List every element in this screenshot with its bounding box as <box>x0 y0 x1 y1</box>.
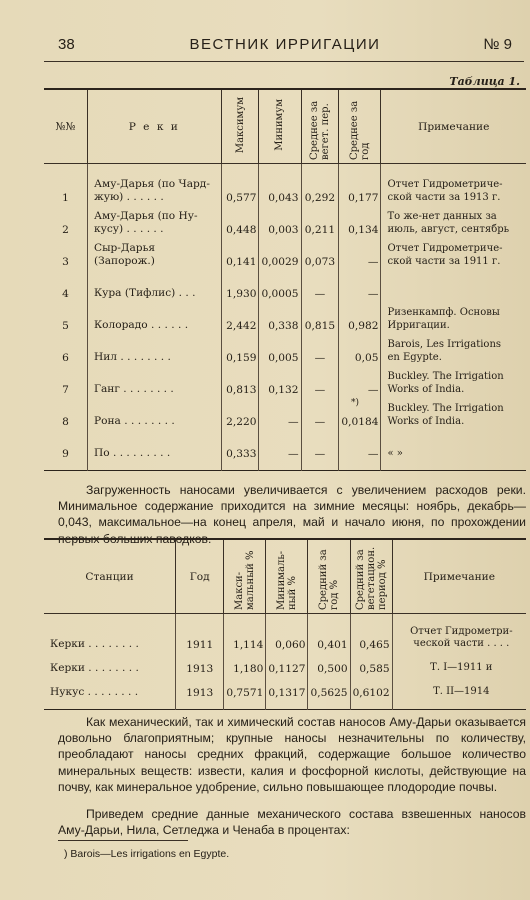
year-value: 1911 <box>176 614 224 654</box>
row-number: 7 <box>62 384 69 396</box>
river-name <box>87 332 221 364</box>
note-line: Works of India. <box>387 415 465 427</box>
row-number: 8 <box>62 416 69 428</box>
paragraph-sediment-load: Загруженность наносами увеличивается с увеличением расходов реки. Минимальное содержание приходится на зимние месяцы: ноябрь, декабрь—0,043, максимальное—на конец апреля, май и начало июня, по прохождении первых больших паводков. <box>58 483 526 546</box>
note-line: Отчет Гидрометриче- <box>387 243 503 254</box>
table-row <box>44 204 526 236</box>
note-line: « » <box>387 447 403 459</box>
river-name <box>87 428 221 460</box>
table-row <box>44 396 526 428</box>
spacer-row <box>44 702 526 710</box>
veg-avg-value: — <box>301 332 339 364</box>
note-line: Buckley. The Irrigation <box>387 403 504 414</box>
max-value: 0,813 <box>221 364 259 396</box>
table-row <box>44 364 526 396</box>
river-name-line: По . . . . . . . . . <box>93 447 171 459</box>
year-avg-value: — <box>339 268 381 300</box>
max-value: 0,141 <box>221 236 259 268</box>
table-row <box>44 428 526 460</box>
river-name <box>87 300 221 332</box>
avg-veg-pct-value: 0,6102 <box>350 678 392 702</box>
row-note <box>381 364 526 396</box>
min-value: 0,043 <box>259 164 301 205</box>
min-pct-value: 0,060 <box>266 614 308 654</box>
col-avg-year-pct: Средний за год % <box>318 549 341 610</box>
veg-avg-value: — <box>301 396 339 428</box>
note-line: Т. II—1914 <box>433 686 490 697</box>
min-value: 0,338 <box>259 300 301 332</box>
col-station: Станции <box>44 539 176 614</box>
paragraph-composition: Как механический, так и химический состав наносов Аму-Дарьи оказывается довольно благоприятным; крупные наносы незначительны по количеству, преобладают наносы средних фракций, содержащие большое количество минеральных веществ: извести, калия и фосфорной кислоты, действующие на почву, как минеральное удобрение, сильно повышающее плодородие почвы. <box>58 715 526 794</box>
avg-year-pct-value: 0,5625 <box>308 678 350 702</box>
row-number: 3 <box>62 256 69 268</box>
year-avg-value: — <box>339 364 381 396</box>
river-name-line: Аму-Дарья (по Чард- <box>93 178 210 190</box>
table-row <box>44 614 526 654</box>
avg-veg-pct-value: 0,585 <box>350 654 392 678</box>
year-avg-value: 0,0184 <box>339 396 381 428</box>
min-value: 0,0005 <box>259 268 301 300</box>
col-max-pct: Макси-мальный % <box>233 550 256 610</box>
station-name: Керки . . . . . . . . <box>50 661 139 674</box>
river-name-line: Ганг . . . . . . . . <box>93 383 174 395</box>
row-note <box>392 614 526 654</box>
note-line: Отчет Гидрометриче- <box>387 179 503 190</box>
river-name-line: Сыр-Дарья (Запорож.) <box>93 242 156 267</box>
year-avg-value: — <box>339 428 381 460</box>
note-line: июль, август, сентябрь <box>387 223 510 235</box>
row-note <box>381 204 526 236</box>
row-note <box>392 678 526 702</box>
min-pct-value: 0,1317 <box>266 678 308 702</box>
min-value: 0,005 <box>259 332 301 364</box>
river-name-line: Рона . . . . . . . . <box>93 415 175 427</box>
river-name <box>87 396 221 428</box>
station-name: Нукус . . . . . . . . <box>50 685 139 698</box>
river-name-line: Колорадо . . . . . . <box>93 319 189 331</box>
row-number: 2 <box>62 224 69 236</box>
river-name <box>87 236 221 268</box>
col-year: Год <box>176 539 224 614</box>
col-note: Примечание <box>381 89 526 164</box>
journal-title: ВЕСТНИК ИРРИГАЦИИ <box>189 36 381 53</box>
row-note <box>381 300 526 332</box>
footnote-rule <box>58 840 188 841</box>
col-note2: Примечание <box>392 539 526 614</box>
col-max: Максимум <box>234 96 246 154</box>
table-row <box>44 654 526 678</box>
year-avg-value: 0,177 <box>339 164 381 205</box>
max-pct-value: 0,7571 <box>224 678 266 702</box>
max-pct-value: 1,114 <box>224 614 266 654</box>
table-row <box>44 236 526 268</box>
row-note <box>381 164 526 205</box>
page-number: 38 <box>58 36 75 53</box>
col-avg-veg-pct: Средний за вегетацион. период % <box>354 546 388 610</box>
note-line: Barois, Les Irrigations <box>387 339 502 350</box>
table2-header-row <box>44 539 526 614</box>
note-line: То же-нет данных за <box>387 211 497 222</box>
row-note <box>381 428 526 460</box>
river-name-line: жую) . . . . . . <box>93 191 164 203</box>
avg-year-pct-value: 0,500 <box>308 654 350 678</box>
min-value: 0,132 <box>259 364 301 396</box>
veg-avg-value: 0,815 <box>301 300 339 332</box>
row-number: 1 <box>62 192 69 204</box>
col-veg-avg: Среднее за вегет. пер. <box>308 100 331 160</box>
max-value: 1,930 <box>221 268 259 300</box>
col-no: №№ <box>44 89 87 164</box>
col-min: Минимум <box>274 99 286 151</box>
max-value: 0,448 <box>221 204 259 236</box>
note-line: Т. I—1911 и <box>430 662 493 673</box>
row-number: 4 <box>62 288 69 300</box>
river-name-line: Аму-Дарья (по Ну- <box>93 210 198 222</box>
river-name <box>87 204 221 236</box>
min-value: — <box>259 396 301 428</box>
river-name <box>87 268 221 300</box>
min-pct-value: 0,1127 <box>266 654 308 678</box>
river-name <box>87 364 221 396</box>
spacer-row <box>44 460 526 470</box>
year-avg-value: 0,982 <box>339 300 381 332</box>
paragraph-intro-data: Приведем средние данные механического состава взвешенных наносов Аму-Дарьи, Нила, Сетледжа и Ченаба в процентах: <box>58 807 526 838</box>
table-row <box>44 268 526 300</box>
header-rule <box>44 61 524 62</box>
avg-veg-pct-value: 0,465 <box>350 614 392 654</box>
veg-avg-value: 0,211 <box>301 204 339 236</box>
max-value: 0,333 <box>221 428 259 460</box>
note-line: Buckley. The Irrigation <box>387 371 504 382</box>
col-river: Р е к и <box>87 89 221 164</box>
min-value: 0,003 <box>259 204 301 236</box>
river-name-line: кусу) . . . . . . <box>93 223 164 235</box>
note-line: Works of India. <box>387 383 465 395</box>
row-note <box>381 396 526 428</box>
table1-caption: Таблица 1. <box>449 75 520 88</box>
year-value: 1913 <box>176 678 224 702</box>
note-line: ской части за 1911 г. <box>387 255 501 267</box>
veg-avg-value: — <box>301 428 339 460</box>
min-value: 0,0029 <box>259 236 301 268</box>
row-note <box>381 236 526 268</box>
min-value: — <box>259 428 301 460</box>
year-avg-value: 0,05 <box>339 332 381 364</box>
max-value: 0,577 <box>221 164 259 205</box>
col-min-pct: Минималь-ный % <box>275 550 298 610</box>
river-name-line: Кура (Тифлис) . . . <box>93 287 196 299</box>
veg-avg-value: 0,073 <box>301 236 339 268</box>
river-name <box>87 164 221 205</box>
col-year-avg: Среднее за год <box>348 100 371 160</box>
station-name: Керки . . . . . . . . <box>50 637 139 650</box>
note-line: ской части за 1913 г. <box>387 191 501 203</box>
year-avg-value: 0,134 <box>339 204 381 236</box>
footnote: ) Barois—Les irrigations en Egypte. <box>64 848 230 860</box>
note-line: Ирригации. <box>387 319 450 331</box>
row-note <box>392 654 526 678</box>
river-sediment-table <box>44 88 526 471</box>
max-pct-value: 1,180 <box>224 654 266 678</box>
table1-header-row <box>44 89 526 164</box>
veg-avg-value: 0,292 <box>301 164 339 205</box>
issue-number: № 9 <box>483 36 512 53</box>
veg-avg-value: — <box>301 268 339 300</box>
running-header <box>58 36 512 58</box>
table-row <box>44 332 526 364</box>
table-row <box>44 300 526 332</box>
table-row <box>44 164 526 205</box>
avg-year-pct-value: 0,401 <box>308 614 350 654</box>
year-value: 1913 <box>176 654 224 678</box>
row-number: 5 <box>62 320 69 332</box>
max-value: 0,159 <box>221 332 259 364</box>
table-row <box>44 678 526 702</box>
row-number: 6 <box>62 352 69 364</box>
river-name-line: Нил . . . . . . . . <box>93 351 171 363</box>
note-line: Отчет Гидрометри- <box>410 625 513 637</box>
note-line: ческой части . . . . <box>413 638 510 649</box>
year-avg-value: — <box>339 236 381 268</box>
note-line: Ризенкампф. Основы <box>387 307 500 318</box>
row-note <box>381 332 526 364</box>
row-number: 9 <box>62 448 69 460</box>
station-sediment-table <box>44 538 526 710</box>
footnote-marker: *) <box>351 398 360 408</box>
row-note <box>381 268 526 300</box>
max-value: 2,442 <box>221 300 259 332</box>
note-line: en Egypte. <box>387 351 442 363</box>
veg-avg-value: — <box>301 364 339 396</box>
max-value: 2,220 <box>221 396 259 428</box>
